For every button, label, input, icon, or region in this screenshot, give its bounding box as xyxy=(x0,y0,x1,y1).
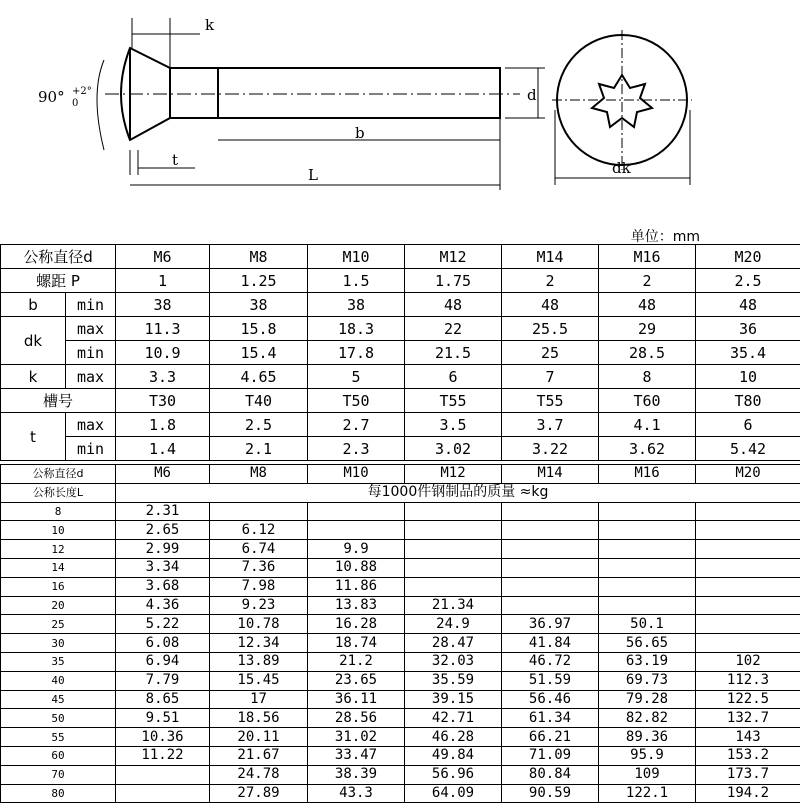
mass-caption: 每1000件钢制品的质量 ≈kg xyxy=(116,483,800,502)
mass-cell: 23.65 xyxy=(308,671,405,690)
mass-cell xyxy=(405,558,502,577)
value-cell: 4.65 xyxy=(210,365,308,389)
mass-cell: 69.73 xyxy=(599,671,696,690)
mass-cell: 10.78 xyxy=(210,615,308,634)
spec-row-pitch xyxy=(1,269,800,293)
mass-cell xyxy=(502,577,599,596)
row-sublabel: max xyxy=(66,413,116,437)
mass-cell: 38.39 xyxy=(308,765,405,784)
size-cell: M16 xyxy=(599,465,696,484)
value-cell: T50 xyxy=(308,389,405,413)
mass-cell: 7.36 xyxy=(210,558,308,577)
torx-end-view xyxy=(552,30,692,170)
length-cell: 30 xyxy=(1,634,116,653)
value-cell: 48 xyxy=(599,293,696,317)
mass-cell: 7.79 xyxy=(116,671,210,690)
mass-cell: 9.51 xyxy=(116,709,210,728)
spec-row-dk-max xyxy=(1,317,800,341)
label-L: L xyxy=(308,166,318,184)
mass-cell: 4.36 xyxy=(116,596,210,615)
mass-cell: 33.47 xyxy=(308,746,405,765)
mass-cell: 32.03 xyxy=(405,652,502,671)
size-cell: M20 xyxy=(696,465,800,484)
mass-cell xyxy=(116,765,210,784)
mass-caption-row xyxy=(1,483,800,502)
mass-cell: 9.23 xyxy=(210,596,308,615)
mass-cell: 61.34 xyxy=(502,709,599,728)
row-sublabel: min xyxy=(66,341,116,365)
mass-cell xyxy=(599,558,696,577)
value-cell: 36 xyxy=(696,317,800,341)
value-cell: 2.5 xyxy=(210,413,308,437)
value-cell: 3.7 xyxy=(502,413,599,437)
value-cell: 1 xyxy=(116,269,210,293)
size-cell: M12 xyxy=(405,465,502,484)
size-cell: M14 xyxy=(502,245,599,269)
value-cell: 38 xyxy=(116,293,210,317)
table-row xyxy=(1,634,800,653)
mass-cell: 41.84 xyxy=(502,634,599,653)
value-cell: 2 xyxy=(502,269,599,293)
value-cell: 3.5 xyxy=(405,413,502,437)
mass-cell xyxy=(308,502,405,521)
value-cell: 11.3 xyxy=(116,317,210,341)
mass-cell: 2.31 xyxy=(116,502,210,521)
mass-cell: 6.08 xyxy=(116,634,210,653)
table-row xyxy=(1,577,800,596)
mass-cell: 122.1 xyxy=(599,784,696,803)
mass-cell: 10.88 xyxy=(308,558,405,577)
mass-cell: 36.11 xyxy=(308,690,405,709)
table-row xyxy=(1,540,800,559)
table-row xyxy=(1,765,800,784)
size-cell: M14 xyxy=(502,465,599,484)
mass-cell: 11.86 xyxy=(308,577,405,596)
mass-cell xyxy=(599,596,696,615)
value-cell: 7 xyxy=(502,365,599,389)
mass-cell xyxy=(599,577,696,596)
length-cell: 50 xyxy=(1,709,116,728)
label-t: t xyxy=(172,151,178,169)
mass-header-label: 公称直径d xyxy=(1,465,116,484)
value-cell: 29 xyxy=(599,317,696,341)
mass-cell xyxy=(696,558,800,577)
row-label: b xyxy=(1,293,66,317)
mass-cell: 31.02 xyxy=(308,728,405,747)
value-cell: 3.62 xyxy=(599,437,696,461)
mass-cell: 6.12 xyxy=(210,521,308,540)
mass-cell: 90.59 xyxy=(502,784,599,803)
table-row xyxy=(1,746,800,765)
value-cell: T55 xyxy=(502,389,599,413)
value-cell: 48 xyxy=(502,293,599,317)
mass-cell: 6.74 xyxy=(210,540,308,559)
mass-cell: 143 xyxy=(696,728,800,747)
length-cell: 16 xyxy=(1,577,116,596)
mass-cell xyxy=(696,596,800,615)
spec-row-k xyxy=(1,365,800,389)
mass-cell xyxy=(405,540,502,559)
spec-row-slot xyxy=(1,389,800,413)
mass-cell xyxy=(502,502,599,521)
mass-cell xyxy=(599,502,696,521)
mass-cell: 3.34 xyxy=(116,558,210,577)
mass-cell: 71.09 xyxy=(502,746,599,765)
mass-cell: 42.71 xyxy=(405,709,502,728)
value-cell: 2 xyxy=(599,269,696,293)
mass-header-row xyxy=(1,465,800,484)
mass-cell: 5.22 xyxy=(116,615,210,634)
mass-cell: 16.28 xyxy=(308,615,405,634)
mass-cell: 24.9 xyxy=(405,615,502,634)
mass-cell xyxy=(308,521,405,540)
value-cell: 38 xyxy=(308,293,405,317)
mass-cell: 173.7 xyxy=(696,765,800,784)
table-row xyxy=(1,558,800,577)
mass-cell xyxy=(502,521,599,540)
mass-cell xyxy=(502,540,599,559)
row-label: dk xyxy=(1,317,66,365)
value-cell: 10.9 xyxy=(116,341,210,365)
mass-cell xyxy=(696,540,800,559)
table-row xyxy=(1,690,800,709)
mass-cell: 66.21 xyxy=(502,728,599,747)
mass-cell: 21.34 xyxy=(405,596,502,615)
value-cell: T55 xyxy=(405,389,502,413)
mass-cell: 28.56 xyxy=(308,709,405,728)
length-cell: 45 xyxy=(1,690,116,709)
mass-cell xyxy=(405,502,502,521)
mass-cell: 132.7 xyxy=(696,709,800,728)
mass-cell: 63.19 xyxy=(599,652,696,671)
mass-cell: 51.59 xyxy=(502,671,599,690)
mass-cell xyxy=(696,502,800,521)
length-cell: 14 xyxy=(1,558,116,577)
row-label: t xyxy=(1,413,66,461)
mass-cell xyxy=(502,558,599,577)
table-row xyxy=(1,728,800,747)
spec-header-label: 公称直径d xyxy=(1,245,116,269)
size-cell: M6 xyxy=(116,245,210,269)
size-cell: M6 xyxy=(116,465,210,484)
length-cell: 70 xyxy=(1,765,116,784)
mass-cell: 11.22 xyxy=(116,746,210,765)
value-cell: 48 xyxy=(405,293,502,317)
value-cell: 2.3 xyxy=(308,437,405,461)
mass-cell: 46.28 xyxy=(405,728,502,747)
mass-cell: 2.99 xyxy=(116,540,210,559)
angle-tol-upper: +2° xyxy=(72,86,92,97)
spec-header-row xyxy=(1,245,800,269)
value-cell: 2.1 xyxy=(210,437,308,461)
value-cell: 48 xyxy=(696,293,800,317)
mass-cell: 82.82 xyxy=(599,709,696,728)
length-cell: 80 xyxy=(1,784,116,803)
length-cell: 40 xyxy=(1,671,116,690)
mass-cell xyxy=(405,521,502,540)
table-row xyxy=(1,596,800,615)
mass-cell xyxy=(599,521,696,540)
mass-cell: 9.9 xyxy=(308,540,405,559)
mass-cell: 15.45 xyxy=(210,671,308,690)
mass-cell xyxy=(599,540,696,559)
mass-cell xyxy=(696,634,800,653)
value-cell: 1.4 xyxy=(116,437,210,461)
length-cell: 35 xyxy=(1,652,116,671)
size-cell: M8 xyxy=(210,245,308,269)
value-cell: 15.4 xyxy=(210,341,308,365)
mass-cell: 28.47 xyxy=(405,634,502,653)
value-cell: 5.42 xyxy=(696,437,800,461)
mass-cell: 194.2 xyxy=(696,784,800,803)
size-cell: M12 xyxy=(405,245,502,269)
value-cell: 1.75 xyxy=(405,269,502,293)
mass-cell xyxy=(502,596,599,615)
angle-label: 90° xyxy=(38,88,65,106)
mass-cell: 112.3 xyxy=(696,671,800,690)
value-cell: 3.3 xyxy=(116,365,210,389)
mass-cell: 18.74 xyxy=(308,634,405,653)
size-cell: M20 xyxy=(696,245,800,269)
row-label: 槽号 xyxy=(1,389,116,413)
value-cell: 15.8 xyxy=(210,317,308,341)
screw-shank xyxy=(170,68,500,118)
value-cell: 8 xyxy=(599,365,696,389)
mass-cell xyxy=(696,577,800,596)
mass-cell: 153.2 xyxy=(696,746,800,765)
mass-cell: 56.46 xyxy=(502,690,599,709)
value-cell: 5 xyxy=(308,365,405,389)
label-d: d xyxy=(527,86,537,104)
spec-row-t-max xyxy=(1,413,800,437)
length-cell: 60 xyxy=(1,746,116,765)
mass-cell: 17 xyxy=(210,690,308,709)
mass-cell: 122.5 xyxy=(696,690,800,709)
mass-rows xyxy=(1,502,800,803)
screw-drawing xyxy=(0,0,800,220)
mass-cell: 2.65 xyxy=(116,521,210,540)
table-row xyxy=(1,615,800,634)
mass-cell: 8.65 xyxy=(116,690,210,709)
value-cell: 25 xyxy=(502,341,599,365)
table-row xyxy=(1,709,800,728)
value-cell: 35.4 xyxy=(696,341,800,365)
mass-cell: 13.89 xyxy=(210,652,308,671)
mass-cell: 7.98 xyxy=(210,577,308,596)
mass-cell xyxy=(116,784,210,803)
value-cell: 17.8 xyxy=(308,341,405,365)
mass-cell: 56.65 xyxy=(599,634,696,653)
mass-cell: 3.68 xyxy=(116,577,210,596)
label-dk: dk xyxy=(612,159,632,177)
mass-cell: 21.2 xyxy=(308,652,405,671)
angle-tol-lower: 0 xyxy=(72,98,78,109)
size-cell: M10 xyxy=(308,465,405,484)
mass-cell: 95.9 xyxy=(599,746,696,765)
mass-cell: 49.84 xyxy=(405,746,502,765)
value-cell: 25.5 xyxy=(502,317,599,341)
value-cell: 2.7 xyxy=(308,413,405,437)
mass-cell: 79.28 xyxy=(599,690,696,709)
row-label: k xyxy=(1,365,66,389)
mass-cell: 39.15 xyxy=(405,690,502,709)
value-cell: 1.8 xyxy=(116,413,210,437)
label-k: k xyxy=(205,16,215,34)
value-cell: 4.1 xyxy=(599,413,696,437)
mass-cell: 6.94 xyxy=(116,652,210,671)
mass-cell: 12.34 xyxy=(210,634,308,653)
mass-cell: 35.59 xyxy=(405,671,502,690)
spec-table xyxy=(0,244,800,461)
row-sublabel: min xyxy=(66,293,116,317)
value-cell: 2.5 xyxy=(696,269,800,293)
mass-cell xyxy=(696,521,800,540)
mass-cell: 80.84 xyxy=(502,765,599,784)
table-row xyxy=(1,671,800,690)
value-cell: 22 xyxy=(405,317,502,341)
mass-cell: 43.3 xyxy=(308,784,405,803)
length-cell: 25 xyxy=(1,615,116,634)
value-cell: 18.3 xyxy=(308,317,405,341)
value-cell: 1.25 xyxy=(210,269,308,293)
mass-cell: 20.11 xyxy=(210,728,308,747)
mass-cell: 50.1 xyxy=(599,615,696,634)
row-sublabel: min xyxy=(66,437,116,461)
mass-cell: 102 xyxy=(696,652,800,671)
mass-cell: 18.56 xyxy=(210,709,308,728)
length-label: 公称长度L xyxy=(1,483,116,502)
unit-label: 单位：mm xyxy=(631,226,700,246)
length-cell: 20 xyxy=(1,596,116,615)
table-row xyxy=(1,521,800,540)
value-cell: 6 xyxy=(405,365,502,389)
spec-row-b xyxy=(1,293,800,317)
mass-cell: 27.89 xyxy=(210,784,308,803)
value-cell: T40 xyxy=(210,389,308,413)
value-cell: 10 xyxy=(696,365,800,389)
value-cell: 3.22 xyxy=(502,437,599,461)
size-cell: M16 xyxy=(599,245,696,269)
mass-cell: 10.36 xyxy=(116,728,210,747)
mass-cell: 56.96 xyxy=(405,765,502,784)
size-cell: M10 xyxy=(308,245,405,269)
value-cell: T80 xyxy=(696,389,800,413)
length-cell: 12 xyxy=(1,540,116,559)
length-cell: 55 xyxy=(1,728,116,747)
mass-cell: 13.83 xyxy=(308,596,405,615)
mass-cell: 24.78 xyxy=(210,765,308,784)
table-row xyxy=(1,502,800,521)
table-row xyxy=(1,652,800,671)
row-label: 螺距 P xyxy=(1,269,116,293)
mass-table xyxy=(0,464,800,803)
mass-cell xyxy=(210,502,308,521)
spec-row-dk-min xyxy=(1,341,800,365)
value-cell: T60 xyxy=(599,389,696,413)
length-cell: 8 xyxy=(1,502,116,521)
size-cell: M8 xyxy=(210,465,308,484)
row-sublabel: max xyxy=(66,365,116,389)
value-cell: 3.02 xyxy=(405,437,502,461)
value-cell: 21.5 xyxy=(405,341,502,365)
mass-cell: 46.72 xyxy=(502,652,599,671)
table-row xyxy=(1,784,800,803)
mass-cell: 21.67 xyxy=(210,746,308,765)
mass-cell: 109 xyxy=(599,765,696,784)
value-cell: 28.5 xyxy=(599,341,696,365)
spec-row-t-min xyxy=(1,437,800,461)
mass-cell: 64.09 xyxy=(405,784,502,803)
mass-cell: 89.36 xyxy=(599,728,696,747)
value-cell: T30 xyxy=(116,389,210,413)
mass-cell xyxy=(405,577,502,596)
length-cell: 10 xyxy=(1,521,116,540)
value-cell: 1.5 xyxy=(308,269,405,293)
value-cell: 38 xyxy=(210,293,308,317)
mass-cell: 36.97 xyxy=(502,615,599,634)
mass-cell xyxy=(696,615,800,634)
label-b: b xyxy=(355,124,365,142)
value-cell: 6 xyxy=(696,413,800,437)
row-sublabel: max xyxy=(66,317,116,341)
